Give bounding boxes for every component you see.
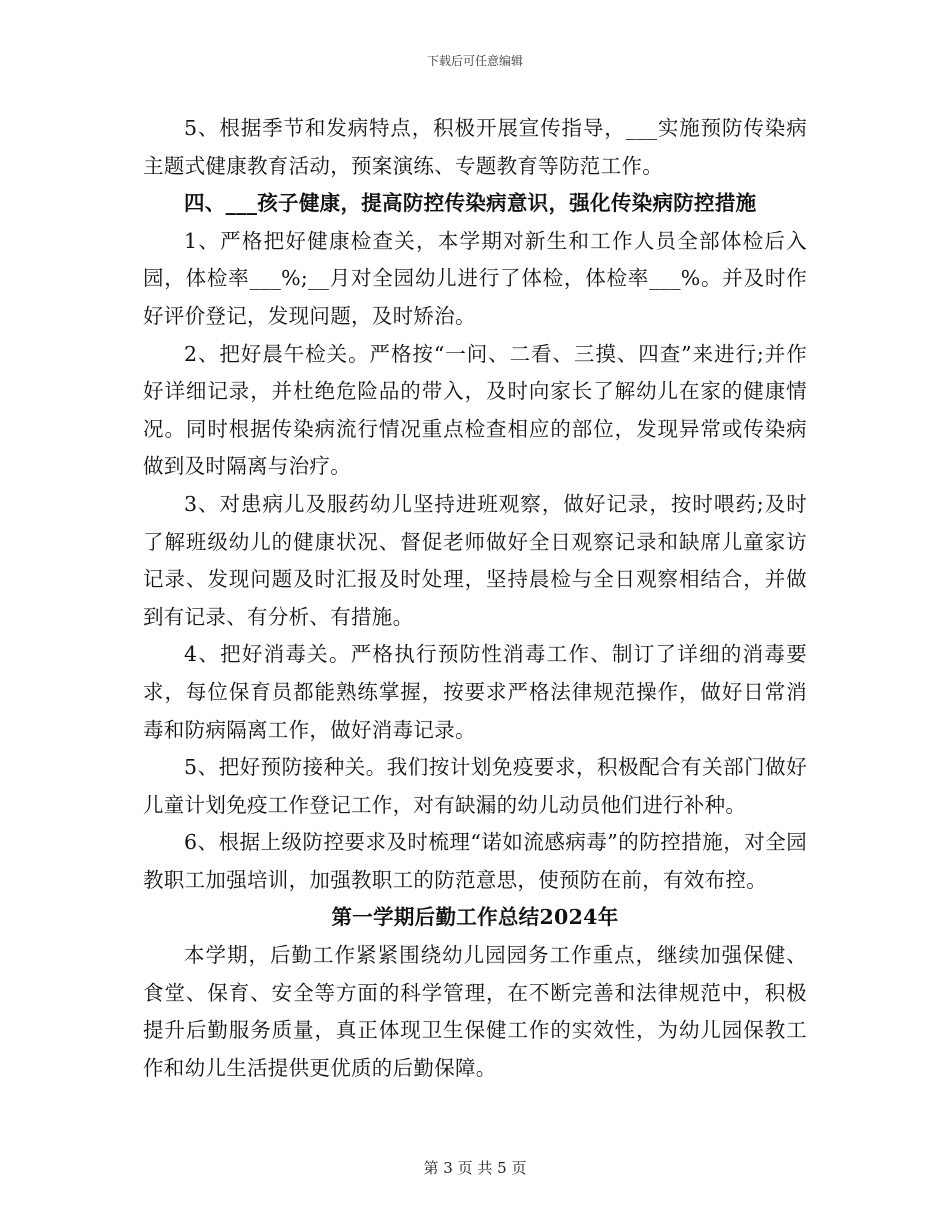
- paragraph-prevention-5: 5、根据季节和发病特点，积极开展宣传指导，___实施预防传染病主题式健康教育活动，预案演练、专题教育等防范工作。: [143, 116, 807, 178]
- paragraph-disinfection: 4、把好消毒关。严格执行预防性消毒工作、制订了详细的消毒要求，每位保育员都能熟练掌握，按要求严格法律规范操作，做好日常消毒和防病隔离工作，做好消毒记录。: [143, 642, 807, 742]
- document-title: 第一学期后勤工作总结2024年: [331, 905, 619, 930]
- paragraph-morning-check: 2、把好晨午检关。严格按“一问、二看、三摸、四查”来进行;并作好详细记录，并杜绝危险品的带入，及时向家长了解幼儿在家的健康情况。同时根据传染病流行情况重点检查相应的部位，发现异常或传染病做到及时隔离与治疗。: [143, 341, 807, 479]
- page-footer: 第 3 页 共 5 页: [423, 1159, 527, 1177]
- document-body: [143, 110, 807, 1087]
- section-heading-4: 四、___孩子健康，提高防控传染病意识，强化传染病防控措施: [184, 191, 757, 216]
- paragraph-summary-intro: 本学期，后勤工作紧紧围绕幼儿园园务工作重点，继续加强保健、食堂、保育、安全等方面的科学管理，在不断完善和法律规范中，积极提升后勤服务质量，真正体现卫生保健工作的实效性，为幼儿园保教工作和幼儿生活提供更优质的后勤保障。: [143, 943, 807, 1080]
- page-header: 下载后可任意编辑: [426, 54, 523, 68]
- paragraph-observation: 3、对患病儿及服药幼儿坚持进班观察，做好记录，按时喂药;及时了解班级幼儿的健康状况、督促老师做好全日观察记录和缺席儿童家访记录、发现问题及时汇报及时处理，坚持晨检与全日观察相结合，并做到有记录、有分析、有措施。: [143, 491, 807, 629]
- paragraph-health-check: 1、严格把好健康检查关，本学期对新生和工作人员全部体检后入园，体检率___%;__月对全园幼儿进行了体检，体检率___%。并及时作好评价登记，发现问题，及时矫治。: [143, 228, 807, 328]
- paragraph-norovirus: 6、根据上级防控要求及时梳理“诺如流感病毒”的防控措施，对全园教职工加强培训，加强教职工的防范意思，使预防在前，有效布控。: [143, 830, 807, 892]
- paragraph-vaccination: 5、把好预防接种关。我们按计划免疫要求，积极配合有关部门做好儿童计划免疫工作登记工作，对有缺漏的幼儿动员他们进行补种。: [143, 755, 807, 817]
